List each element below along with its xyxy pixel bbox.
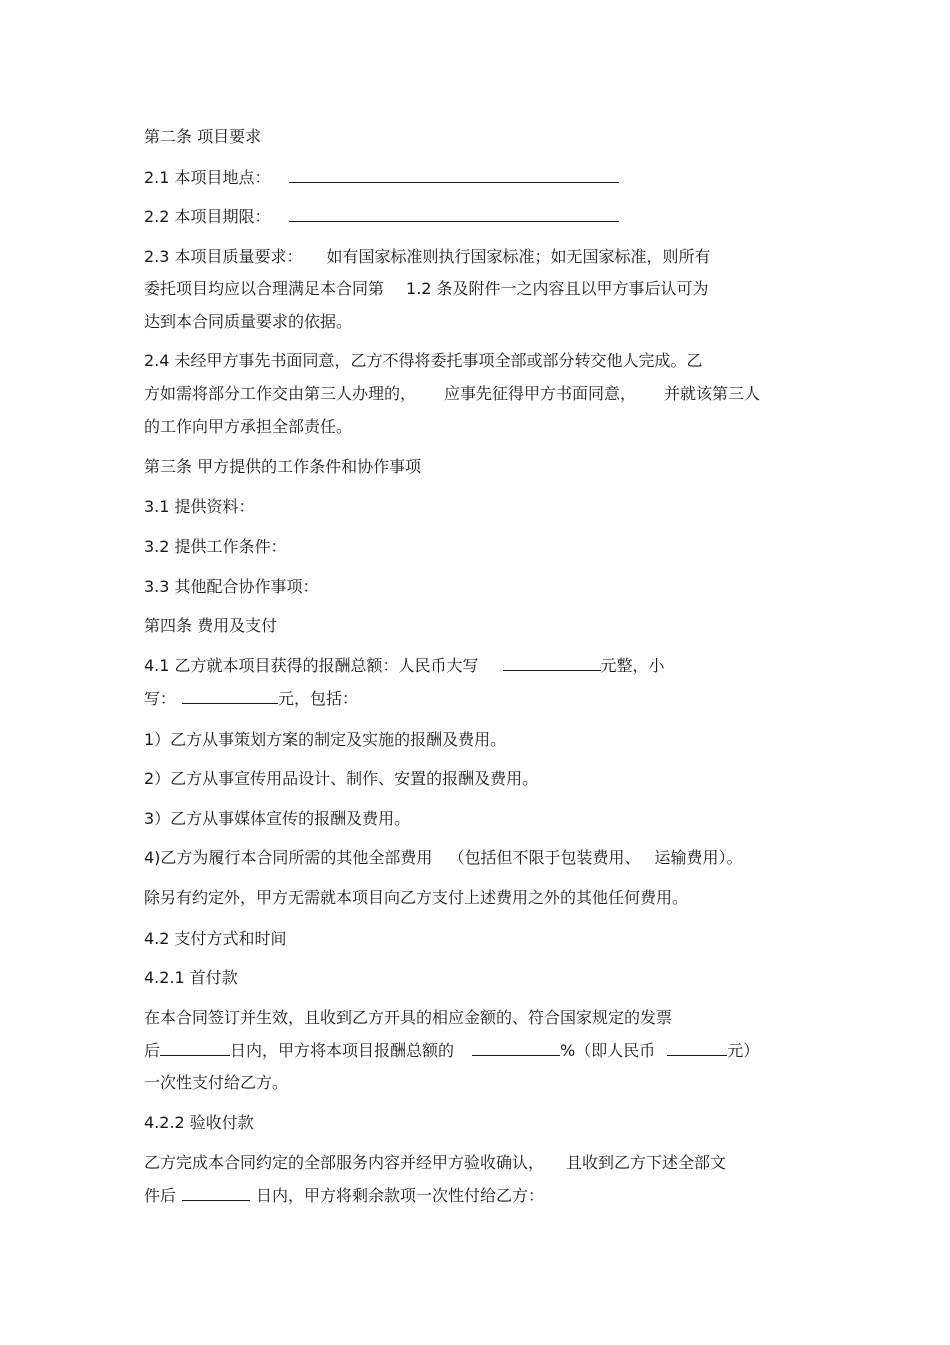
clause-4-2-2-text-d: 日内，甲方将剩余款项一次性付给乙方： (256, 1186, 545, 1205)
clause-3-2: 3.2 提供工作条件： (144, 537, 287, 556)
clause-4-1-line-1 (144, 656, 665, 676)
clause-4-2-1-text-a: 后 (144, 1041, 161, 1060)
acceptance-payment-days-blank[interactable] (182, 1186, 250, 1201)
clause-2-4-line-2 (144, 384, 760, 404)
clause-4-2-1-title: 4.2.1 首付款 (144, 968, 238, 987)
list-item-1: 1）乙方从事策划方案的制定及实施的报酬及费用。 (144, 730, 507, 749)
clause-2-4-text-2a: 方如需将部分工作交由第三人办理的， (144, 384, 417, 403)
first-payment-days-blank[interactable] (160, 1041, 230, 1056)
clause-3-3: 3.3 其他配合协作事项： (144, 577, 319, 596)
clause-2-3-label: 2.3 本项目质量要求： (144, 247, 303, 266)
clause-4-2-2-text-b: 且收到乙方下述全部文 (566, 1153, 727, 1172)
clause-4-1-text: 4.1 乙方就本项目获得的报酬总额：人民币大写 (144, 656, 479, 675)
clause-2-3-line-1 (144, 247, 711, 267)
clause-4-2-2-title: 4.2.2 验收付款 (144, 1113, 254, 1132)
clause-2-2-label: 2.2 本项目期限： (144, 207, 271, 226)
clause-4-2-2-line-1 (144, 1153, 726, 1173)
clause-2-2 (144, 207, 619, 227)
list-item-4-text-a: 4)乙方为履行本合同所需的其他全部费用 (144, 848, 433, 867)
total-amount-figures-blank[interactable] (182, 689, 278, 704)
clause-3-1: 3.1 提供资料： (144, 497, 255, 516)
first-payment-amount-blank[interactable] (667, 1041, 727, 1056)
clause-2-4-text-2b: 应事先征得甲方书面同意， (444, 384, 637, 403)
term-blank[interactable] (289, 207, 619, 222)
clause-4-2-1-line-3: 一次性支付给乙方。 (144, 1073, 289, 1092)
clause-4-1-small-suffix: 元，包括： (278, 689, 359, 708)
clause-4-2-2-text-a: 乙方完成本合同约定的全部服务内容并经甲方验收确认， (144, 1153, 545, 1172)
location-blank[interactable] (289, 168, 619, 183)
clause-2-1 (144, 168, 619, 188)
clause-2-4-text-2c: 并就该第三人 (664, 384, 761, 403)
clause-2-3-line-2 (144, 279, 709, 299)
clause-4-2-2-line-2 (144, 1186, 544, 1206)
clause-4-2-1-text-c: %（即人民币 (560, 1041, 656, 1060)
clause-4-2-1-text-d: 元） (727, 1041, 760, 1060)
clause-4-2-1-line-1: 在本合同签订并生效，且收到乙方开具的相应金额的、符合国家规定的发票 (144, 1008, 673, 1027)
total-amount-words-blank[interactable] (503, 656, 601, 671)
list-item-4-text-c: 运输费用）。 (654, 848, 743, 867)
list-item-4-text-b: （包括但不限于包装费用、 (448, 848, 641, 867)
clause-2-1-label: 2.1 本项目地点： (144, 168, 271, 187)
clause-2-3-text-2a: 委托项目均应以合理满足本合同第 (144, 279, 385, 298)
first-payment-percent-blank[interactable] (472, 1041, 560, 1056)
clause-2-3-text-1: 如有国家标准则执行国家标准；如无国家标准，则所有 (326, 247, 711, 266)
except-clause: 除另有约定外，甲方无需就本项目向乙方支付上述费用之外的其他任何费用。 (144, 888, 689, 907)
article-2-title: 第二条 项目要求 (144, 127, 262, 146)
clause-2-4-line-1: 2.4 未经甲方事先书面同意，乙方不得将委托事项全部或部分转交他人完成。乙 (144, 351, 703, 370)
clause-2-3-line-3: 达到本合同质量要求的依据。 (144, 312, 353, 331)
clause-2-3-text-2b: 1.2 条及附件一之内容且以甲方事后认可为 (406, 279, 709, 298)
list-item-3: 3）乙方从事媒体宣传的报酬及费用。 (144, 809, 411, 828)
clause-4-2: 4.2 支付方式和时间 (144, 929, 287, 948)
clause-4-2-1-text-b: 日内，甲方将本项目报酬总额的 (230, 1041, 455, 1060)
clause-4-2-1-line-2 (144, 1041, 759, 1061)
clause-4-2-2-text-c: 件后 (144, 1186, 177, 1205)
list-item-4 (144, 848, 742, 868)
clause-4-1-line-2 (144, 689, 358, 709)
article-3-title: 第三条 甲方提供的工作条件和协作事项 (144, 457, 422, 476)
clause-4-1-small-label: 写： (144, 689, 177, 708)
article-4-title: 第四条 费用及支付 (144, 616, 278, 635)
list-item-2: 2）乙方从事宣传用品设计、制作、安置的报酬及费用。 (144, 769, 539, 788)
clause-4-1-suffix: 元整，小 (600, 656, 665, 675)
clause-2-4-line-3: 的工作向甲方承担全部责任。 (144, 417, 353, 436)
